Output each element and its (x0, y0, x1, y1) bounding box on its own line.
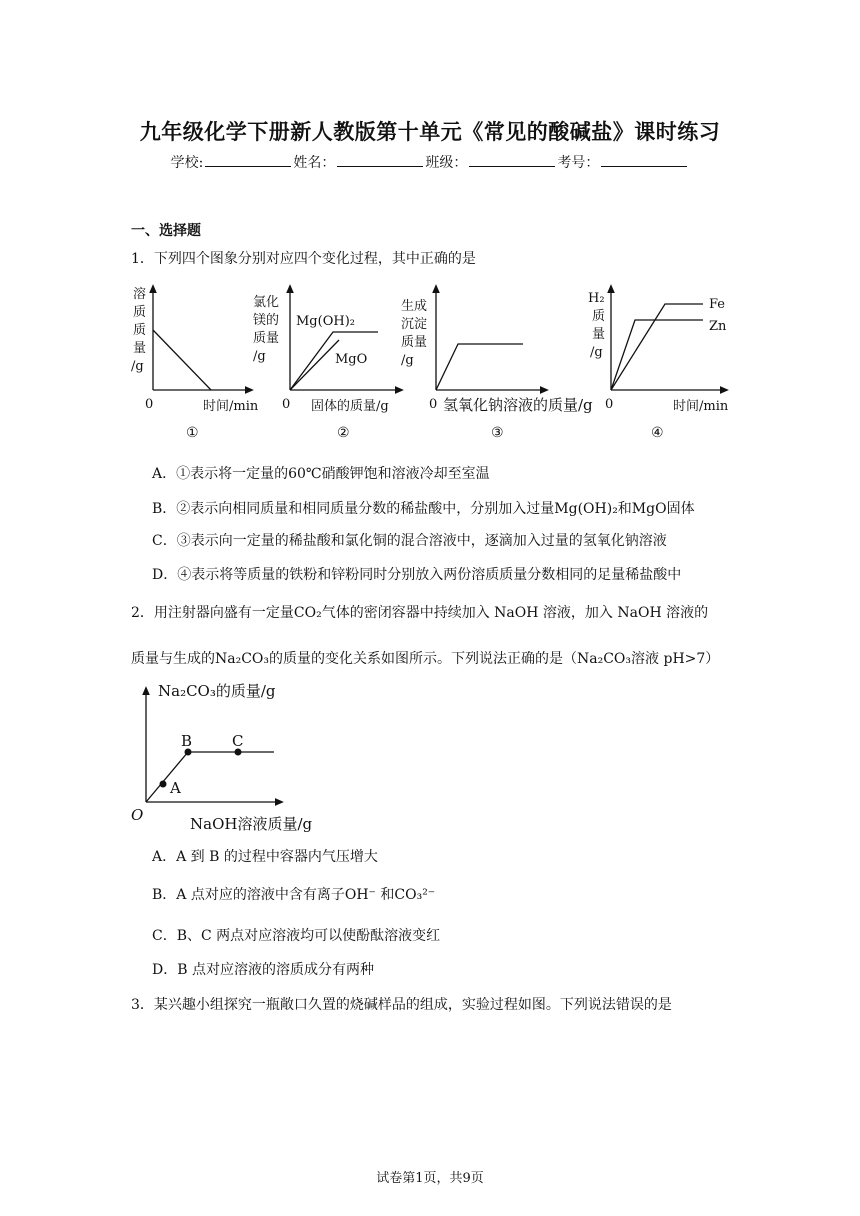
question-3-stem: 3．某兴趣小组探究一瓶敞口久置的烧碱样品的组成，实验过程如图。下列说法错误的是 (131, 997, 672, 1013)
graph-4-ylabel-0: H₂ (588, 291, 605, 306)
graph-3-ylabel-2: 质量 (401, 335, 428, 350)
exam-no-blank (601, 152, 687, 167)
q2-option-c: C．B、C 两点对应溶液均可以使酚酞溶液变红 (152, 928, 441, 944)
exam-no-label: 考号： (557, 155, 600, 171)
page-footer: 试卷第1页，共9页 (376, 1171, 484, 1186)
graph-4-zn-label: Zn (709, 319, 727, 334)
point-c-label: C (232, 732, 244, 750)
graph-3-number: ③ (491, 425, 504, 441)
graph-1-number: ① (186, 425, 199, 441)
graph-2 (253, 288, 400, 441)
graph-2-ylabel-0: 氯化 (253, 295, 280, 310)
graph-4-fe-label: Fe (709, 297, 726, 312)
graph-4-number: ④ (651, 425, 664, 441)
school-label: 学校: (170, 155, 204, 171)
graph-2-ylabel-3: /g (253, 349, 266, 364)
q2-text-1: 2．用注射器向盛有一定量 (131, 605, 294, 621)
graph-1-curve (153, 330, 211, 390)
graph-4-ylabel-2: 量 (592, 327, 606, 342)
graph-3-origin: 0 (429, 397, 438, 412)
graph-4-curve-fe (611, 304, 703, 390)
graph-2-curve-2 (290, 340, 339, 390)
page-title: 九年级化学下册新人教版第十单元《常见的酸碱盐》课时练习 (139, 119, 721, 144)
q2-option-d: D．B 点对应溶液的溶质成分有两种 (152, 962, 374, 978)
name-blank (337, 152, 423, 167)
q2-option-b (152, 884, 435, 904)
graph-1 (131, 286, 259, 441)
q2-text-2: 气体的密闭容器中持续加入 NaOH 溶液，加入 NaOH 溶液的 (321, 605, 709, 621)
q2-option-b-text: B．A 点对应的溶液中含有离子 (152, 887, 345, 903)
graph-3-ylabel-0: 生成 (401, 299, 428, 314)
graph-4-xlabel: 时间/min (673, 399, 729, 414)
graph-3 (401, 288, 593, 441)
graph-1-ylabel-2: 质 (133, 323, 147, 338)
co2-formula: CO₂ (293, 605, 322, 621)
name-label: 姓名： (293, 155, 336, 171)
q1-option-a: A．①表示将一定量的60℃硝酸钾饱和溶液冷却至室温 (152, 466, 490, 482)
point-a (160, 781, 167, 788)
graph-2-number: ② (337, 425, 350, 441)
graph-3-ylabel-1: 沉淀 (401, 317, 428, 332)
graph-4-ylabel-3: /g (590, 345, 603, 360)
q2-option-a: A．A 到 B 的过程中容器内气压增大 (152, 849, 378, 865)
graph-3-xlabel: 氢氧化钠溶液的质量/g (443, 396, 593, 414)
graph-3-curve (436, 344, 523, 390)
graph-2-ylabel-1: 镁的 (253, 313, 280, 328)
graph-2-ylabel-2: 质量 (253, 331, 280, 346)
q2-xlabel: NaOH溶液质量/g (190, 815, 313, 833)
q2-text-3: 质量与生成的 (131, 651, 215, 667)
graph-3-ylabel-3: /g (401, 353, 414, 368)
graph-4 (588, 288, 729, 441)
q1-option-b: B．②表示向相同质量和相同质量分数的稀盐酸中，分别加入过量Mg(OH)₂和MgO固体 (152, 501, 695, 517)
graph-4-origin: 0 (605, 397, 614, 412)
carbonate-ion: CO₃²⁻ (394, 887, 436, 903)
school-blank (205, 152, 291, 167)
graph-1-ylabel-4: /g (131, 359, 144, 374)
point-a-label: A (170, 779, 181, 797)
graph-1-xlabel: 时间/min (203, 399, 259, 414)
q1-option-c: C．③表示向一定量的稀盐酸和氯化铜的混合溶液中，逐滴加入过量的氢氧化钠溶液 (152, 533, 667, 549)
graph-1-origin: 0 (145, 397, 154, 412)
graph-2-xlabel: 固体的质量/g (311, 399, 389, 414)
question-2-line-2 (131, 648, 719, 668)
q1-option-d: D．④表示将等质量的铁粉和锌粉同时分别放入两份溶质质量分数相同的足量稀盐酸中 (152, 567, 682, 583)
graph-1-ylabel-1: 质 (133, 305, 147, 320)
na2co3-formula-2: Na₂CO₃ (577, 651, 632, 667)
q2-text-4: 的质量的变化关系如图所示。下列说法正确的是（ (269, 651, 578, 667)
q2-curve (146, 752, 274, 802)
class-label: 班级： (425, 155, 468, 171)
graph-2-origin: 0 (282, 397, 291, 412)
graph-4-ylabel-1: 质 (592, 309, 606, 324)
na2co3-formula: Na₂CO₃ (215, 651, 270, 667)
q2-origin: O (131, 806, 144, 824)
question-1-stem: 1．下列四个图象分别对应四个变化过程，其中正确的是 (131, 251, 476, 267)
q2-text-5: 溶液 pH>7） (631, 651, 720, 667)
graph-2-curve-2-label: MgO (335, 352, 368, 367)
graph-4-curve-zn (611, 320, 703, 390)
graph-2-curve-1-label: Mg(OH)₂ (296, 314, 355, 329)
class-blank (469, 152, 555, 167)
point-b-label: B (181, 732, 193, 750)
q2-option-b-and: 和 (380, 887, 395, 903)
hydroxide-ion: OH⁻ (344, 887, 376, 903)
question-2-line-1 (131, 602, 708, 622)
student-info-line (0, 152, 860, 172)
graph-1-ylabel-3: 量 (133, 341, 147, 356)
q2-ylabel: Na₂CO₃的质量/g (158, 682, 276, 700)
q2-graph (128, 680, 318, 838)
graph-1-ylabel-0: 溶 (133, 287, 147, 302)
q1-graphs (125, 280, 745, 445)
section-heading: 一、选择题 (131, 223, 201, 239)
